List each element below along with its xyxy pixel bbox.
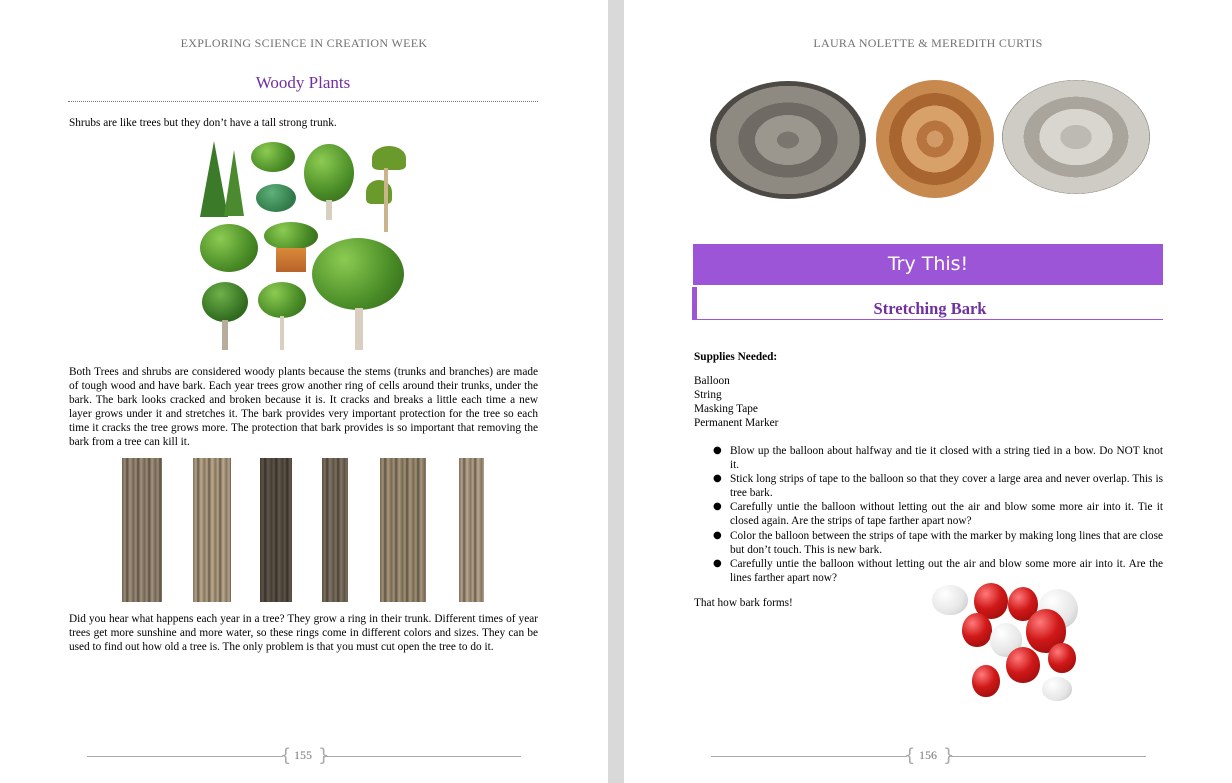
footer-rule [323,756,521,757]
step-item [714,444,1163,472]
tree-trunk-image [260,458,292,602]
shrub-shape [280,316,284,350]
step-item [714,557,1163,585]
woody-plants-paragraph: Both Trees and shrubs are considered woody plants because the stems (trunks and branches) are made of tough wood and have bark. Each year trees grow another ring of cells around their trunks, under the bark. The bark looks cracked and broken because it is. It cracks and breaks a little each time a new layer grows under it and stretches it. The bark provides very important protection for the tree so each time it cracks the tree grows more. The protection that bark provides is so important that removing the bark from a tree can kill it. [69,366,538,449]
footer-rule [87,756,283,757]
activity-title: Stretching Bark [873,299,987,318]
running-head-left: EXPLORING SCIENCE IN CREATION WEEK [180,36,428,50]
step-text: Stick long strips of tape to the balloon so that they cover a large area and never overlap. This is tree bark. [730,473,1163,500]
supply-item: String [694,389,722,402]
tree-trunk-image [459,458,484,602]
shrub-shape [276,248,306,272]
step-text: Color the balloon between the strips of tape with the marker by making long lines that are close but don’t touch. This is new bark. [730,529,1163,556]
balloon-shape [932,585,968,615]
tree-trunk-image [193,458,231,602]
step-text: Blow up the balloon about halfway and tie it closed with a string tied in a bow. Do NOT knot it. [730,445,1163,472]
shrub-shape [384,168,388,232]
balloons-image [930,583,1090,703]
supply-item: Masking Tape [694,403,758,416]
shrub-shape [258,282,306,318]
step-item [714,500,1163,528]
shrubs-image [194,138,412,356]
tree-trunk-image [122,458,162,602]
supply-item: Balloon [694,375,730,387]
footer-bracket-icon: } [943,745,955,766]
shrub-shape [200,224,258,272]
intro-paragraph: Shrubs are like trees but they don’t have a tall strong trunk. [69,117,337,129]
shrub-shape [256,184,296,212]
shrub-shape [372,146,406,170]
balloon-shape [972,665,1000,697]
bullet-icon: ● [713,445,722,456]
footer-rule [711,756,907,757]
tree-rings-paragraph: Did you hear what happens each year in a tree? They grow a ring in their trunk. Different times of year trees get more sunshine and more water, so these rings come in different colors and sizes. They can be used to find out how old a tree is. The only problem is that you must cut open the tree to do it. [69,613,538,654]
shrub-shape [326,200,332,220]
footer-rule [949,756,1146,757]
shrub-shape [202,282,248,322]
shrub-shape [312,238,404,310]
step-text: Carefully untie the balloon without letting out the air and blow some more air into it. Are the lines farther apart now? [730,557,1163,584]
balloon-shape [1042,677,1072,701]
footer-bracket-icon: { [280,745,292,766]
shrub-shape [304,144,354,202]
running-head-right: LAURA NOLETTE & MEREDITH CURTIS [813,36,1043,50]
bullet-icon: ● [713,529,722,541]
footer-bracket-icon: { [904,745,916,766]
balloon-shape [1006,647,1040,683]
title-divider [68,101,538,102]
bullet-icon: ● [713,557,722,569]
step-item [714,529,1163,557]
log-slice-image [710,81,866,199]
balloon-shape [1048,643,1076,673]
supplies-heading: Supplies Needed: [694,351,778,363]
shrub-shape [366,180,392,204]
supplies-list [694,374,778,430]
shrub-shape [355,308,363,350]
shrub-shape [224,150,244,216]
balloon-shape [962,613,992,647]
bullet-icon: ● [713,473,722,485]
footer-bracket-icon: } [318,745,330,766]
bullet-icon: ● [713,501,722,513]
steps-list [714,444,1163,585]
log-slice-image [1002,80,1150,194]
closing-line: That how bark forms! [694,597,793,609]
log-slice-image [876,80,994,198]
section-title: Woody Plants [255,73,351,92]
tree-trunk-image [380,458,426,602]
step-item [714,472,1163,500]
tree-trunk-image [322,458,348,602]
page-number: 156 [919,748,937,762]
supply-item: Permanent Marker [694,417,779,430]
page-number: 155 [294,748,312,762]
shrub-shape [222,320,228,350]
try-this-label: Try This! [887,253,969,275]
step-text: Carefully untie the balloon without letting out the air and blow some more air into it. Tie it closed again. Are the strips of tape farther apart now? [730,501,1163,528]
shrub-shape [251,142,295,172]
shrub-shape [264,222,318,250]
